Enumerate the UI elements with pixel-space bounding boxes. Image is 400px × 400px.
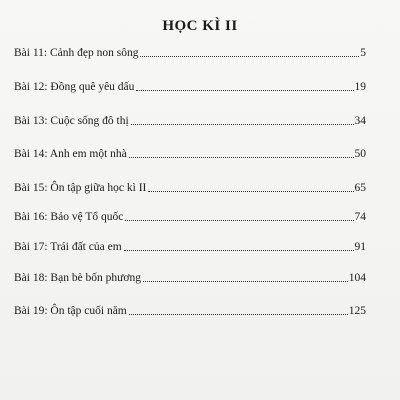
toc-entry-page: 5 (360, 47, 366, 59)
toc-entry-page: 34 (354, 115, 366, 127)
toc-entry-label: Bài 15: Ôn tập giữa học kì II (14, 182, 147, 194)
dot-leader (136, 90, 353, 91)
dot-leader (143, 281, 348, 282)
dot-leader (129, 314, 348, 315)
toc-entry-label: Bài 18: Bạn bè bốn phương (14, 272, 141, 284)
dot-leader (125, 220, 353, 221)
toc-entry (14, 145, 366, 161)
toc-entry-label: Bài 11: Cảnh đẹp non sông (14, 47, 139, 59)
toc-entry-page: 19 (354, 81, 366, 93)
toc-entry (14, 78, 366, 94)
dot-leader (148, 191, 353, 192)
toc-entry-page: 91 (354, 241, 366, 253)
dot-leader (129, 157, 354, 158)
toc-entry-label: Bài 19: Ôn tập cuối năm (14, 305, 127, 317)
toc-entry-label: Bài 16: Bảo vệ Tổ quốc (14, 211, 124, 223)
dot-leader (140, 56, 359, 57)
toc-entry-page: 65 (354, 182, 366, 194)
toc-entry (14, 44, 366, 60)
toc-entry (14, 112, 366, 128)
toc-entry-page: 74 (354, 211, 366, 223)
page-title: HỌC KÌ II (162, 18, 238, 34)
toc-entry (14, 269, 366, 285)
toc-entry (14, 208, 366, 224)
toc-entry-label: Bài 14: Anh em một nhà (14, 148, 127, 160)
toc-entry-page: 50 (354, 148, 366, 160)
toc-entry (14, 302, 366, 318)
dot-leader (131, 124, 354, 125)
toc-entry-label: Bài 12: Đồng quê yêu dấu (14, 81, 135, 93)
toc-entry (14, 238, 366, 254)
toc-entry (14, 179, 366, 195)
dot-leader (124, 250, 354, 251)
toc-entry-page: 125 (348, 305, 366, 317)
toc-entry-label: Bài 17: Trái đất của em (14, 241, 122, 253)
toc-entry-page: 104 (348, 272, 366, 284)
toc-entry-label: Bài 13: Cuộc sống đô thị (14, 115, 129, 127)
